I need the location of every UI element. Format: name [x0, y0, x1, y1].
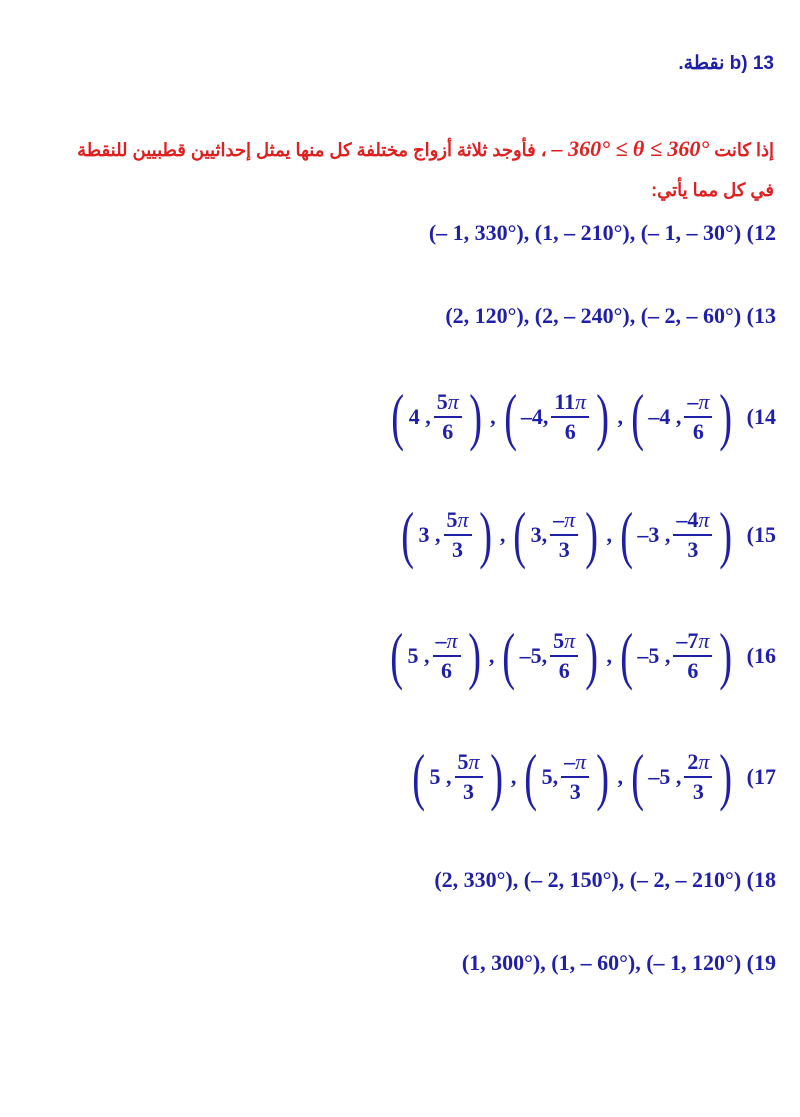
intro-text-start: إذا كانت — [709, 140, 774, 160]
item-19: (1, 300°), (1, – 60°), (– 1, 120°) (19 — [461, 950, 776, 975]
fraction: $\frac{-\pi}{6}$ — [433, 629, 461, 683]
pair: ( 5 , $\frac{5\pi}{3}$ ) — [412, 741, 503, 812]
fraction: $\frac{-\pi}{3}$ — [550, 508, 578, 562]
fraction: $\frac{2\pi}{3}$ — [684, 750, 712, 804]
intro-text-end: ، فأوجد ثلاثة أزواج مختلفة كل منها يمثل إحداثيين قطبيين للنقطة — [77, 140, 552, 160]
fraction: $\frac{5\pi}{6}$ — [550, 629, 578, 683]
fraction: $\frac{-\pi}{3}$ — [561, 750, 589, 804]
section-header: b) 13 نقطة. — [678, 53, 774, 74]
pair: ( –5 , $\frac{2\pi}{3}$ ) — [631, 741, 733, 812]
fraction: $\frac{5\pi}{3}$ — [455, 750, 483, 804]
pair: ( –5 , $\frac{-7\pi}{6}$ ) — [620, 620, 733, 691]
intro-line-1 — [77, 136, 774, 162]
fraction: $\frac{-7\pi}{6}$ — [673, 629, 712, 683]
fraction: $\frac{5\pi}{3}$ — [444, 508, 472, 562]
pair: ( –3 , $\frac{-4\pi}{3}$ ) — [620, 499, 733, 570]
fraction: $\frac{11\pi}{6}$ — [551, 390, 589, 444]
fraction: $\frac{5\pi}{6}$ — [434, 390, 462, 444]
item-label: (15 — [746, 522, 776, 547]
fraction: $\frac{-\pi}{6}$ — [684, 390, 712, 444]
pair: ( –4 , $\frac{-\pi}{6}$ ) — [631, 381, 733, 452]
pair: ( 5 , $\frac{-\pi}{6}$ ) — [390, 620, 481, 691]
item-16: ( 5 , $\frac{-\pi}{6}$ ) , ( –5, $\frac{5\pi}{6}$ ) , ( –5 , $\frac{-7\pi}{6}$ ) (16 — [386, 624, 776, 688]
item-17: ( 5 , $\frac{5\pi}{3}$ ) , ( 5, $\frac{-\pi}{3}$ ) , ( –5 , $\frac{2\pi}{3}$ ) (17 — [408, 745, 776, 809]
item-12: (– 1, 330°), (1, – 210°), (– 1, – 30°) (12 — [428, 220, 776, 245]
item-18: (2, 330°), (– 2, 150°), (– 2, – 210°) (18 — [434, 867, 776, 892]
pair: ( 3, $\frac{-\pi}{3}$ ) — [513, 499, 599, 570]
item-13: (2, 120°), (2, – 240°), (– 2, – 60°) (13 — [445, 303, 776, 328]
pair: ( –5, $\frac{5\pi}{6}$ ) — [502, 620, 599, 691]
item-label: (14 — [746, 404, 776, 429]
item-label: (16 — [746, 643, 776, 668]
pair: ( 3 , $\frac{5\pi}{3}$ ) — [401, 499, 492, 570]
item-15: ( 3 , $\frac{5\pi}{3}$ ) , ( 3, $\frac{-\pi}{3}$ ) , ( –3 , $\frac{-4\pi}{3}$ ) (15 — [397, 503, 776, 567]
intro-math: – 360° ≤ θ ≤ 360° — [551, 136, 710, 161]
intro-line-2: في كل مما يأتي: — [651, 180, 774, 200]
item-14: ( 4 , $\frac{5\pi}{6}$ ) , ( –4, $\frac{11\pi}{6}$ ) , ( –4 , $\frac{-\pi}{6}$ ) (14 — [387, 385, 776, 449]
fraction: $\frac{-4\pi}{3}$ — [673, 508, 712, 562]
pair: ( 4 , $\frac{5\pi}{6}$ ) — [391, 381, 482, 452]
pair: ( –4, $\frac{11\pi}{6}$ ) — [503, 381, 610, 452]
item-label: (17 — [746, 764, 776, 789]
pair: ( 5, $\frac{-\pi}{3}$ ) — [524, 741, 610, 812]
